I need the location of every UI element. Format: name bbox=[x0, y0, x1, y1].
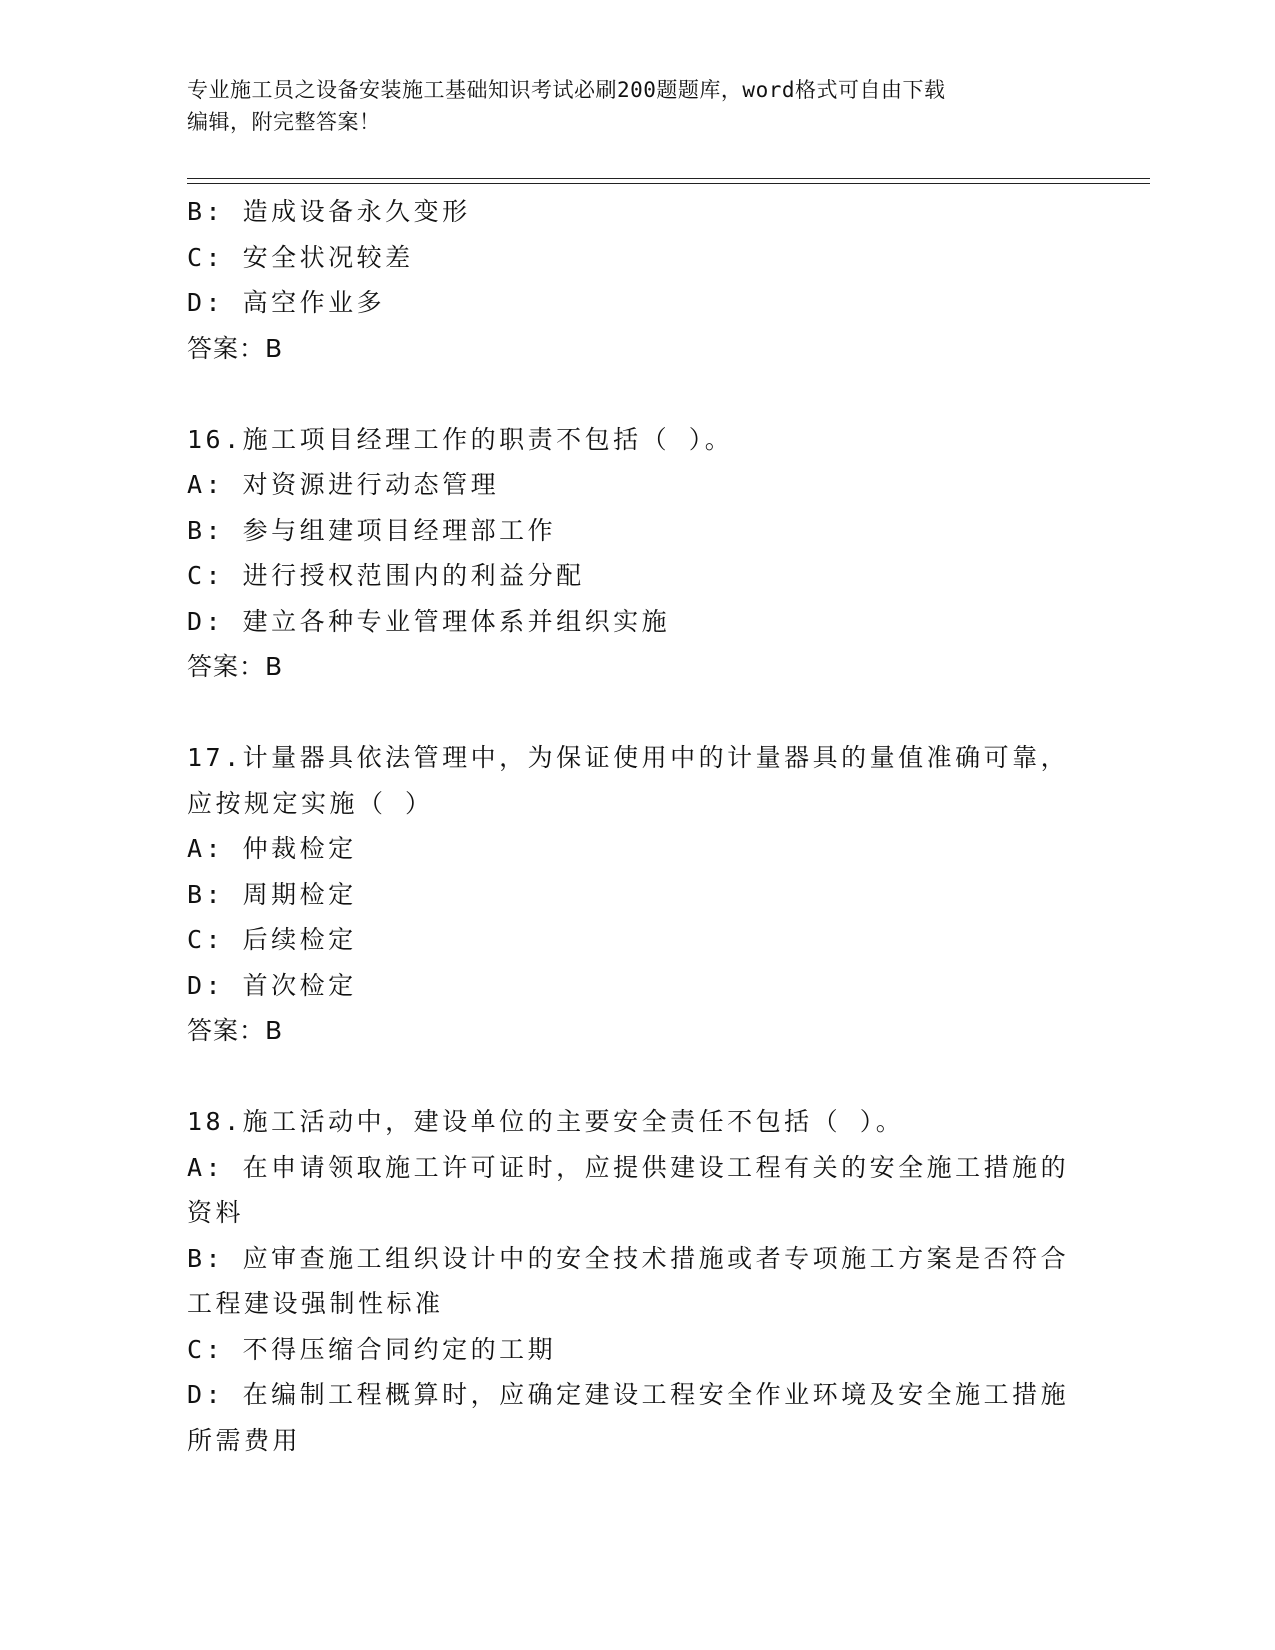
question-16 bbox=[187, 417, 1087, 690]
option-d: D: 首次检定 bbox=[187, 970, 357, 1000]
question-stem: 16.施工项目经理工作的职责不包括（ ）。 bbox=[187, 424, 734, 454]
option-d: D: 高空作业多 bbox=[187, 288, 386, 317]
option-d: D: 建立各种专业管理体系并组织实施 bbox=[187, 606, 671, 636]
option-c: C: 不得压缩合同约定的工期 bbox=[187, 1334, 557, 1364]
option-a-line-2: 资料 bbox=[187, 1198, 245, 1227]
option-c: C: 进行授权范围内的利益分配 bbox=[187, 561, 585, 590]
answer-line: 答案：B bbox=[187, 1016, 284, 1045]
question-spacer bbox=[187, 1054, 1087, 1100]
header-divider-bottom bbox=[187, 183, 1150, 184]
option-d-line-1: D: 在编制工程概算时，应确定建设工程安全作业环境及安全施工措施 bbox=[187, 1380, 1070, 1409]
option-a-line-1: A: 在申请领取施工许可证时，应提供建设工程有关的安全施工措施的 bbox=[187, 1152, 1070, 1182]
option-a: A: 对资源进行动态管理 bbox=[187, 470, 500, 499]
option-c: C: 后续检定 bbox=[187, 925, 357, 954]
option-b: B: 造成设备永久变形 bbox=[187, 197, 471, 226]
question-stem-line-2: 应按规定实施（ ） bbox=[187, 788, 434, 818]
question-spacer bbox=[187, 690, 1087, 736]
question-stem-line-1: 17.计量器具依法管理中，为保证使用中的计量器具的量值准确可靠， bbox=[187, 743, 1070, 772]
option-d-line-2: 所需费用 bbox=[187, 1425, 302, 1455]
question-content bbox=[187, 189, 1087, 1463]
question-17 bbox=[187, 735, 1087, 1054]
option-b-line-1: B: 应审查施工组织设计中的安全技术措施或者专项施工方案是否符合 bbox=[187, 1243, 1070, 1273]
option-a: A: 仲裁检定 bbox=[187, 834, 357, 863]
option-b-line-2: 工程建设强制性标准 bbox=[187, 1289, 444, 1318]
header-title-line-1: 专业施工员之设备安装施工基础知识考试必刷200题题库，word格式可自由下载 bbox=[187, 78, 946, 102]
answer-line: 答案：B bbox=[187, 333, 284, 363]
option-b: B: 参与组建项目经理部工作 bbox=[187, 515, 557, 545]
question-15-tail bbox=[187, 189, 1087, 371]
option-c: C: 安全状况较差 bbox=[187, 242, 414, 272]
header-title-line-2: 编辑，附完整答案！ bbox=[187, 110, 381, 134]
option-b: B: 周期检定 bbox=[187, 879, 357, 909]
question-spacer bbox=[187, 371, 1087, 417]
answer-line: 答案：B bbox=[187, 652, 284, 681]
header-divider-top bbox=[187, 178, 1150, 179]
question-stem: 18.施工活动中，建设单位的主要安全责任不包括（ ）。 bbox=[187, 1107, 905, 1136]
page-header bbox=[187, 74, 1067, 138]
question-18 bbox=[187, 1099, 1087, 1463]
